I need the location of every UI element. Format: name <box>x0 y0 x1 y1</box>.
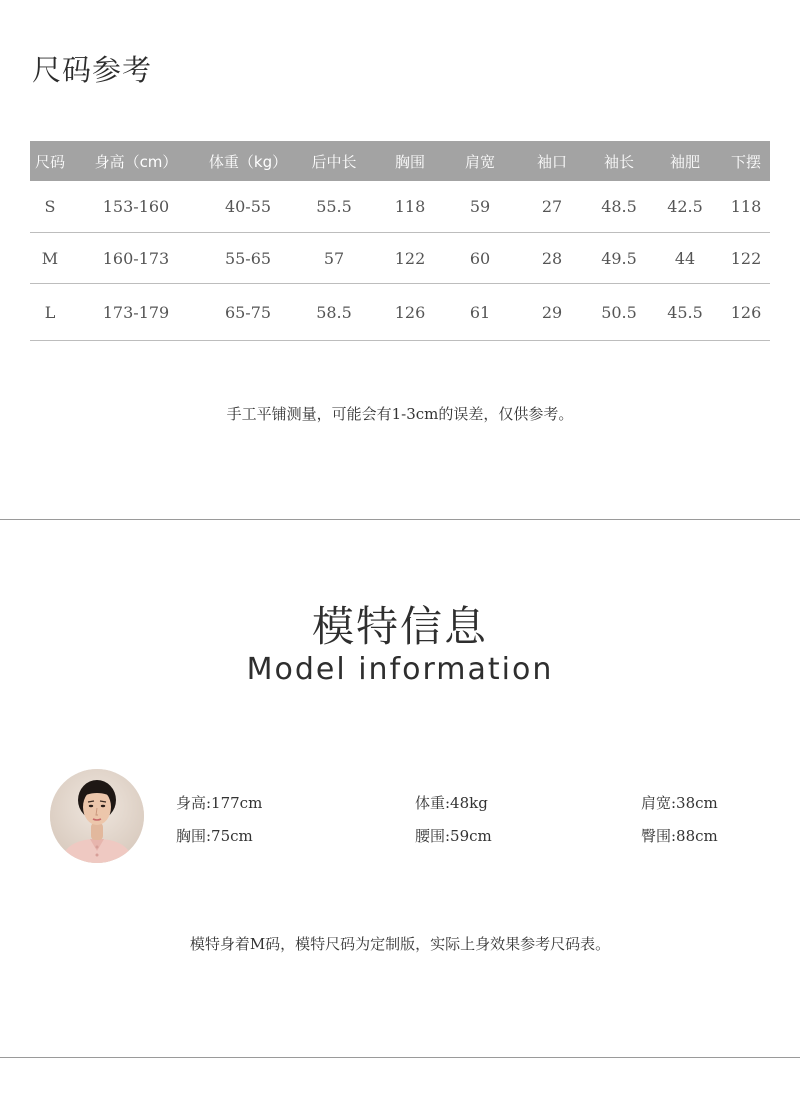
table-cell: S <box>30 181 70 233</box>
header-size: 尺码 <box>30 141 70 181</box>
size-table <box>30 141 770 341</box>
table-cell: 44 <box>648 233 722 284</box>
model-bust: 胸围:75cm <box>176 827 253 845</box>
table-cell: 45.5 <box>648 284 722 341</box>
model-title-cn: 模特信息 <box>311 602 488 651</box>
table-row <box>30 233 770 284</box>
measurement-note: 手工平铺测量，可能会有1-3cm的误差，仅供参考。 <box>226 405 574 423</box>
table-cell: 42.5 <box>648 181 722 233</box>
header-sleeve-length: 袖长 <box>590 141 648 181</box>
table-cell: 173-179 <box>70 284 202 341</box>
table-cell: 29 <box>514 284 590 341</box>
model-waist: 腰围:59cm <box>415 827 492 845</box>
table-row <box>30 181 770 233</box>
model-shoulder: 肩宽:38cm <box>641 794 718 812</box>
table-cell: L <box>30 284 70 341</box>
model-avatar <box>50 769 144 863</box>
table-cell: 160-173 <box>70 233 202 284</box>
header-weight: 体重（kg） <box>202 141 294 181</box>
table-cell: 118 <box>374 181 446 233</box>
table-cell: 28 <box>514 233 590 284</box>
table-cell: 126 <box>374 284 446 341</box>
table-cell: 122 <box>722 233 770 284</box>
table-cell: 65-75 <box>202 284 294 341</box>
header-back-length: 后中长 <box>294 141 374 181</box>
section-divider <box>0 519 800 520</box>
bottom-divider <box>0 1057 800 1058</box>
table-cell: 48.5 <box>590 181 648 233</box>
table-cell: 118 <box>722 181 770 233</box>
header-sleeve-width: 袖肥 <box>648 141 722 181</box>
model-height: 身高:177cm <box>176 794 263 812</box>
table-cell: 40-55 <box>202 181 294 233</box>
table-cell: 27 <box>514 181 590 233</box>
header-shoulder: 肩宽 <box>446 141 514 181</box>
header-height: 身高（cm） <box>70 141 202 181</box>
table-cell: 59 <box>446 181 514 233</box>
model-hip: 臀围:88cm <box>641 827 718 845</box>
table-cell: 60 <box>446 233 514 284</box>
header-hem: 下摆 <box>722 141 770 181</box>
model-weight: 体重:48kg <box>415 794 488 812</box>
table-cell: 58.5 <box>294 284 374 341</box>
table-cell: 126 <box>722 284 770 341</box>
table-cell: 153-160 <box>70 181 202 233</box>
model-portrait-image <box>50 769 144 863</box>
size-section-title: 尺码参考 <box>32 53 153 87</box>
table-cell: 55.5 <box>294 181 374 233</box>
table-cell: 61 <box>446 284 514 341</box>
model-title-en: Model information <box>246 652 554 687</box>
table-cell: 57 <box>294 233 374 284</box>
table-cell: 55-65 <box>202 233 294 284</box>
table-cell: 49.5 <box>590 233 648 284</box>
size-table-header <box>30 141 770 181</box>
model-note: 模特身着M码，模特尺码为定制版，实际上身效果参考尺码表。 <box>189 935 611 953</box>
header-bust: 胸围 <box>374 141 446 181</box>
table-cell: 50.5 <box>590 284 648 341</box>
header-cuff: 袖口 <box>514 141 590 181</box>
table-cell: 122 <box>374 233 446 284</box>
table-row <box>30 284 770 341</box>
table-cell: M <box>30 233 70 284</box>
